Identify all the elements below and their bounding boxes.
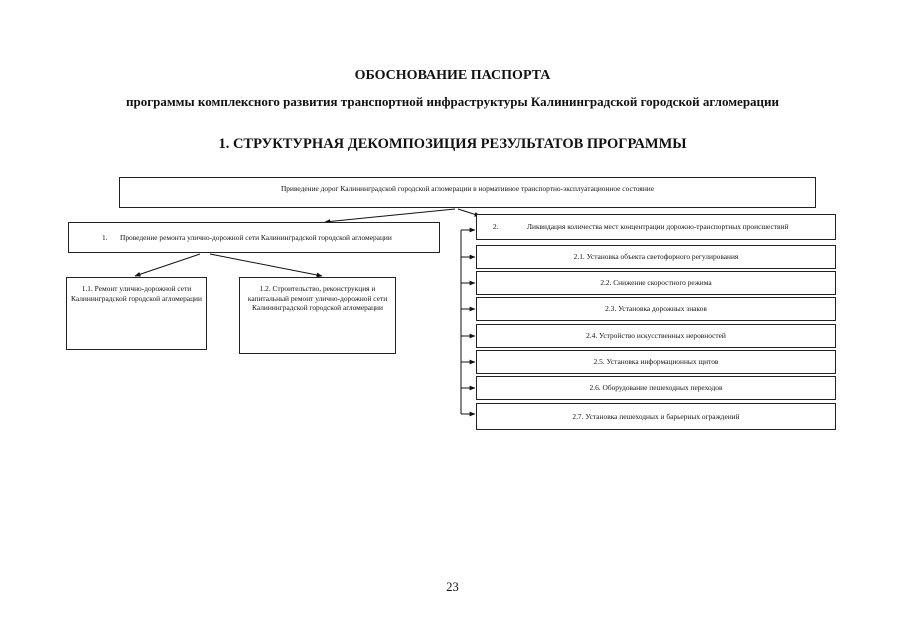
branch2-box <box>476 214 836 240</box>
branch2-label: Ликвидация количества мест концентрации дорожно-транспортных происшествий <box>527 222 789 232</box>
branch1-label: Проведение ремонта улично-дорожной сети Калининградской городской агломерации <box>120 232 392 242</box>
box-2-2 <box>476 271 836 295</box>
box-1-1 <box>66 277 207 350</box>
box-2-6-label: 2.6. Оборудование пешеходных переходов <box>589 383 723 393</box>
box-2-3 <box>476 297 836 321</box>
section-title: 1. СТРУКТУРНАЯ ДЕКОМПОЗИЦИЯ РЕЗУЛЬТАТОВ ПРОГРАММЫ <box>218 136 687 152</box>
root-label: Приведение дорог Калининградской городской агломерации в нормативное транспортно-эксплуатационное состояние <box>280 184 655 193</box>
connector-root-branch1 <box>325 209 455 222</box>
box-2-1-label: 2.1. Установка объекта светофорного регулирования <box>573 252 739 262</box>
page-title: ОБОСНОВАНИЕ ПАСПОРТА <box>354 68 551 83</box>
box-2-5 <box>476 350 836 374</box>
box-2-1 <box>476 245 836 269</box>
branch1-number: 1. <box>102 232 108 242</box>
box-2-2-label: 2.2. Снижение скоростного режима <box>600 278 712 288</box>
page-number: 23 <box>446 580 459 594</box>
box-2-7 <box>476 403 836 430</box>
box-2-4-label: 2.4. Устройство искусственных неровностей <box>586 331 726 341</box>
root-box <box>119 177 816 208</box>
box-2-7-label: 2.7. Установка пешеходных и барьерных ограждений <box>572 411 740 421</box>
box-2-5-label: 2.5. Установка информационных щитов <box>593 357 719 367</box>
page-subtitle: программы комплексного развития транспортной инфраструктуры Калининградской городской агломерации <box>125 94 780 109</box>
box-2-6 <box>476 376 836 400</box>
box-2-3-label: 2.3. Установка дорожных знаков <box>605 304 707 314</box>
box-1-1-label: 1.1. Ремонт улично-дорожной сети Калининградской городской агломерации <box>71 284 202 303</box>
branch1-box <box>68 222 440 253</box>
box-1-2-label: 1.2. Строительство, реконструкция и капитальный ремонт улично-дорожной сети Калининградской городской агломерации <box>247 284 388 313</box>
connector-b1-b12 <box>210 254 322 276</box>
box-2-4 <box>476 324 836 348</box>
branch2-number: 2. <box>493 222 499 232</box>
connector-b1-b11 <box>135 254 200 276</box>
box-1-2 <box>239 277 396 354</box>
